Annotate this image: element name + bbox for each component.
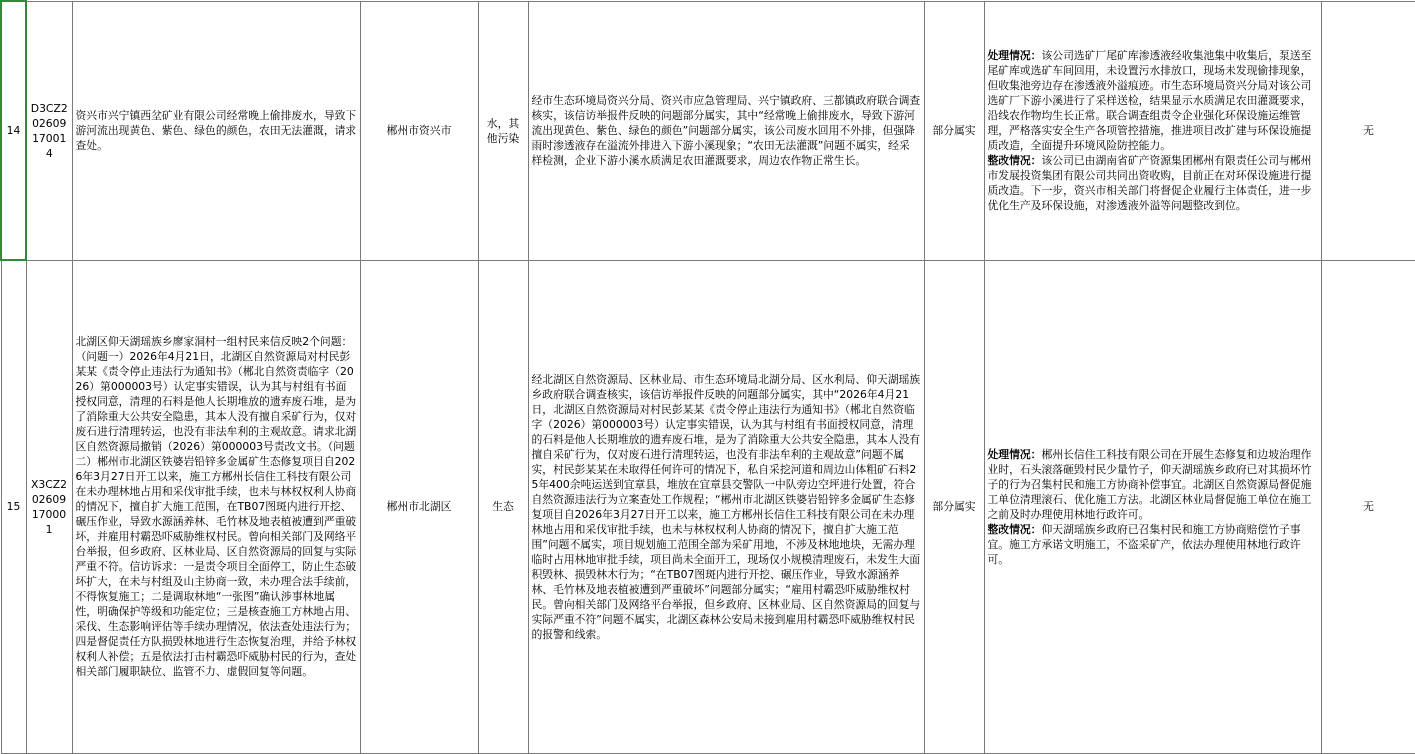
rectify-paragraph	[988, 522, 1318, 567]
handling-paragraph	[988, 447, 1318, 522]
accountability-cell[interactable]: 无	[1321, 260, 1415, 753]
handling-label: 处理情况：	[987, 447, 1042, 461]
pollution-type-cell[interactable]: 水，其他污染	[478, 1, 528, 260]
region-cell[interactable]: 郴州市北湖区	[360, 260, 478, 753]
rectify-label: 整改情况：	[987, 522, 1042, 536]
handling-paragraph	[988, 48, 1318, 153]
accountability-cell[interactable]: 无	[1321, 1, 1415, 260]
verdict-cell[interactable]: 部分属实	[924, 260, 984, 753]
verdict-cell[interactable]: 部分属实	[924, 1, 984, 260]
rectify-text: 仰天湖瑶族乡政府已召集村民和施工方协商赔偿竹子事宜。施工方承诺文明施工，不盗采矿产，依法办理使用林地行政许可。	[987, 522, 1301, 566]
handling-cell[interactable]	[984, 1, 1321, 260]
handling-label: 处理情况：	[987, 49, 1042, 62]
rectify-text: 该公司已由湖南省矿产资源集团郴州有限责任公司与郴州市发展投资集团有限公司共同出资收购，目前正在对环保设施进行提质改造。下一步，资兴市相关部门将督促企业履行主体责任，进一步优化生产及环保设施，对渗透液外溢等问题整改到位。	[987, 154, 1312, 212]
rectify-paragraph	[988, 153, 1318, 213]
table-row	[1, 1, 1415, 260]
investigation-cell[interactable]: 经北湖区自然资源局、区林业局、市生态环境局北湖分局、区水利局、仰天湖瑶族乡政府联合调查核实，该信访举报件反映的问题部分属实，其中“2026年4月21日，北湖区自然资源局对村民彭某某《责令停止违法行为通知书》（郴北自然资临字（2026）第000003号）认定事实错误，认为其与村组有书面授权同意，清理的石料是他人长期堆放的遗弃废石堆，是为了消除重大公共安全隐患，其本人没有擅自采矿行为，仅对废石进行清理转运，也没有非法牟利的主观故意”问题不属实，村民彭某某在未取得任何许可的情况下，私自采挖河道和周边山体粗矿石料25年400余吨运送到宜章县，堆放在宜章县交警队一中队旁边空坪进行处置，符合自然资源违法行为立案查处工作规程；“郴州市北湖区铁婆岩铅锌多金属矿生态修复项目自2026年3月27日开工以来，施工方郴州长信住工科技有限公司在未办理林地占用和采伐审批手续，也未与林权权利人协商的情况下，擅自扩大施工范围”问题不属实，项目规划施工范围全部为采矿用地，不涉及林地地块，无需办理临时占用林地审批手续，项目尚未全面开工，现场仅小规模清理废石，未发生大面积毁林、损毁林木行为；“在TB07图斑内进行开挖、碾压作业，导致水源涵养林、毛竹林及地表植被遭到严重破坏”问题部分属实；“雇用村霸恐吓威胁维权村民。曾向相关部门及网络平台举报，但乡政府、区林业局、区自然资源局的回复与实际严重不符”问题不属实，北湖区森林公安局未接到雇用村霸恐吓威胁维权村民的报警和线索。	[528, 260, 924, 753]
row-number-cell[interactable]: 15	[1, 260, 26, 753]
rectify-label: 整改情况：	[987, 154, 1042, 167]
complaint-cell[interactable]: 北湖区仰天湖瑶族乡廖家洞村一组村民来信反映2个问题：（问题一）2026年4月21日，北湖区自然资源局对村民彭某某《责令停止违法行为通知书》（郴北自然资责临字（2026）第000003号）认定事实错误，认为其与村组有书面授权同意，清理的石料是他人长期堆放的遗弃废石堆，是为了消除重大公共安全隐患，其本人没有擅自采矿行为，仅对废石进行清理转运，也没有非法牟利的主观故意。请求北湖区自然资源局撤销（2026）第000003号责改文书。（问题二）郴州市北湖区铁婆岩铅锌多金属矿生态修复项目自2026年3月27日开工以来，施工方郴州长信住工科技有限公司在未办理林地占用和采伐审批手续，也未与林权权利人协商的情况下，擅自扩大施工范围，在TB07图斑内进行开挖、碾压作业，导致水源涵养林、毛竹林及地表植被遭到严重破坏，并雇用村霸恐吓威胁维权村民。曾向相关部门及网络平台举报，但乡政府、区林业局、区自然资源局的回复与实际严重不符。信访诉求：一是责令项目全面停工，防止生态破坏扩大，在未与村组及山主协商一致，未办理合法手续前，不得恢复施工；二是调取林地“一张图”确认涉事林地属性，明确保护等级和功能定位；三是核查施工方林地占用、采伐、生态影响评估等手续办理情况，依法查处违法行为；四是督促责任方队损毁林地进行生态恢复治理，并给予林权权利人补偿；五是依法打击村霸恐吓威胁村民的行为，查处相关部门履职缺位、监管不力、虚假回复等问题。	[72, 260, 360, 753]
handling-text: 郴州长信住工科技有限公司在开展生态修复和边坡治理作业时，石头滚落砸毁村民少量竹子，仰天湖瑶族乡政府已对其损坏竹子的行为召集村民和施工方协商补偿事宜。北湖区自然资源局督促施工单位清理滚石、优化施工方法。北湖区林业局督促施工单位在施工之前及时办理使用林地行政许可。	[987, 447, 1312, 521]
investigation-cell[interactable]: 经市生态环境局资兴分局、资兴市应急管理局、兴宁镇政府、三都镇政府联合调查核实，该信访举报件反映的问题部分属实，其中“经常晚上偷排废水，导致下游河流出现黄色、紫色、绿色的颜色”问题部分属实，该公司废水回用不外排，但强降雨时渗透液存在溢流外排进入下游小溪现象；“农田无法灌溉”问题不属实，经采样检测，企业下游小溪水质满足农田灌溉要求，周边农作物正常生长。	[528, 1, 924, 260]
table-row	[1, 260, 1415, 753]
case-code-cell[interactable]: D3CZ202609170014	[26, 1, 72, 260]
handling-text: 该公司选矿厂尾矿库渗透液经收集池集中收集后，泵送至尾矿库或选矿车间回用，未设置污水排放口，现场未发现偷排现象，但收集池旁边存在渗透液外溢痕迹。市生态环境局资兴分局对该公司选矿厂下游小溪进行了采样送检，结果显示水质满足农田灌溉要求，沿线农作物均生长正常。联合调查组责令企业强化环保设施运维管理，严格落实安全生产各项管控措施，推进项目改扩建与环保设施提质改造，全面提升环境风险防控能力。	[987, 49, 1312, 152]
complaint-cell[interactable]: 资兴市兴宁镇西坌矿业有限公司经常晚上偷排废水，导致下游河流出现黄色、紫色、绿色的颜色，农田无法灌溉，请求查处。	[72, 1, 360, 260]
handling-cell[interactable]	[984, 260, 1321, 753]
case-code-cell[interactable]: X3CZ202609170001	[26, 260, 72, 753]
pollution-type-cell[interactable]: 生态	[478, 260, 528, 753]
row-number-cell[interactable]: 14	[1, 1, 26, 260]
region-cell[interactable]: 郴州市资兴市	[360, 1, 478, 260]
